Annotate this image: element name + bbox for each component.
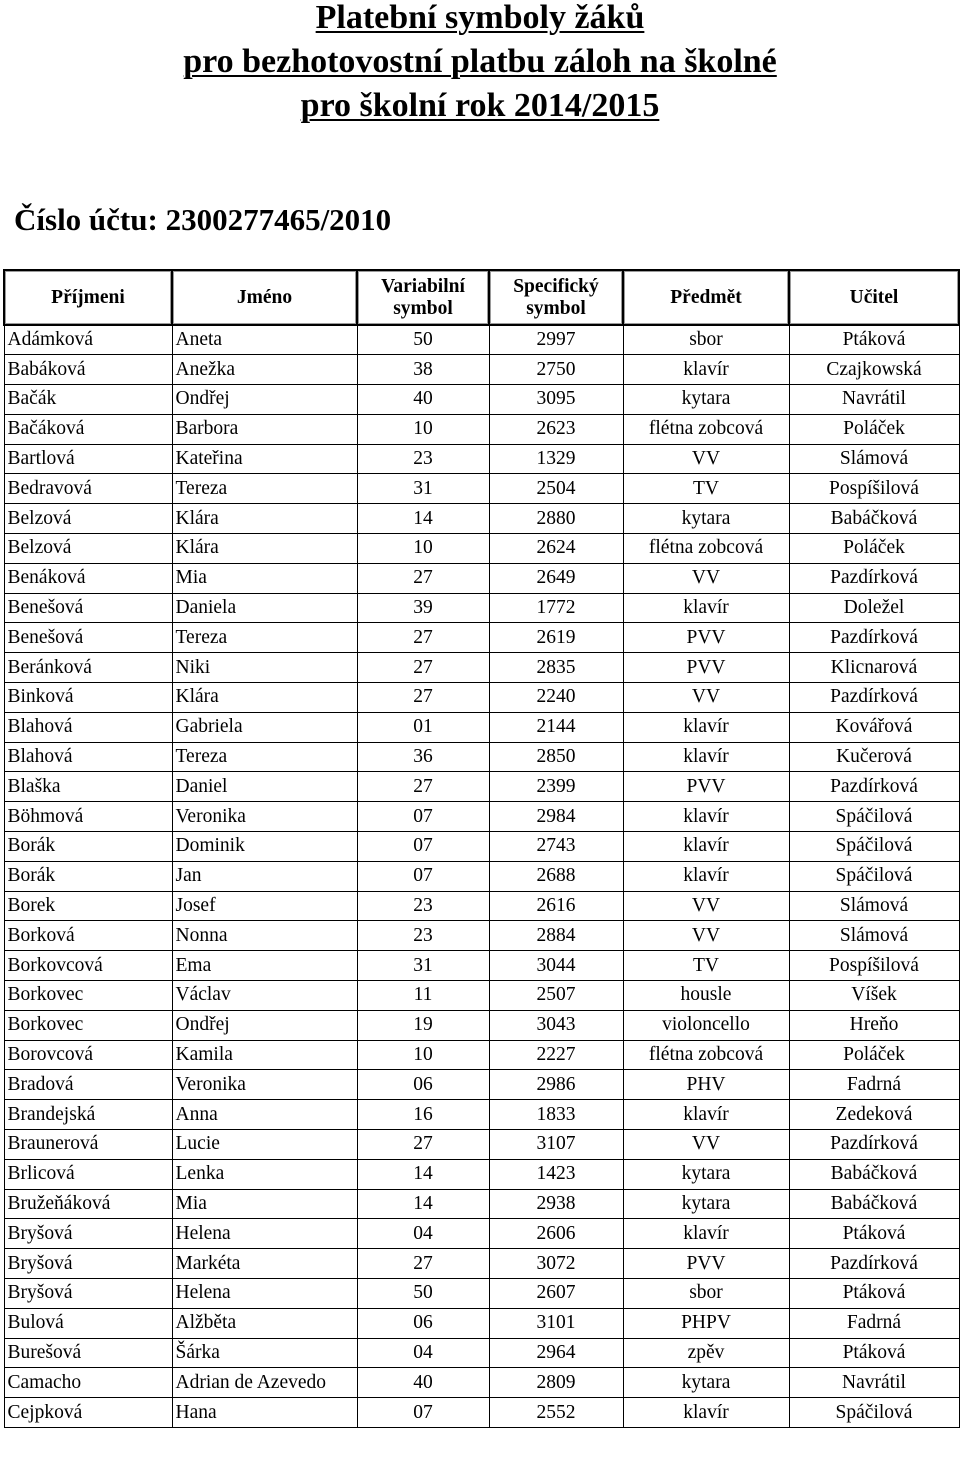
cell-subject: TV	[623, 474, 789, 504]
cell-teacher: Hreňo	[789, 1010, 959, 1040]
cell-first-name: Anna	[172, 1100, 357, 1130]
cell-surname: Borková	[4, 921, 172, 951]
cell-surname: Beránková	[4, 653, 172, 683]
cell-first-name: Veronika	[172, 1070, 357, 1100]
cell-specific-symbol: 2227	[489, 1040, 623, 1070]
table-row	[4, 742, 959, 772]
cell-specific-symbol: 2552	[489, 1398, 623, 1428]
cell-teacher: Klicnarová	[789, 653, 959, 683]
cell-first-name: Tereza	[172, 474, 357, 504]
table-row	[4, 891, 959, 921]
table-row	[4, 861, 959, 891]
header-row	[4, 270, 959, 325]
cell-variable-symbol: 10	[357, 1040, 489, 1070]
table-row	[4, 683, 959, 713]
cell-first-name: Adrian de Azevedo	[172, 1368, 357, 1398]
cell-teacher: Slámová	[789, 444, 959, 474]
table-row	[4, 1159, 959, 1189]
cell-specific-symbol: 2835	[489, 653, 623, 683]
table-row	[4, 355, 959, 385]
cell-first-name: Václav	[172, 981, 357, 1011]
cell-surname: Benešová	[4, 623, 172, 653]
cell-surname: Borkovec	[4, 981, 172, 1011]
cell-surname: Benáková	[4, 563, 172, 593]
cell-variable-symbol: 01	[357, 712, 489, 742]
cell-teacher: Babáčková	[789, 504, 959, 534]
cell-first-name: Nonna	[172, 921, 357, 951]
cell-specific-symbol: 1329	[489, 444, 623, 474]
cell-subject: PVV	[623, 623, 789, 653]
cell-subject: klavír	[623, 593, 789, 623]
cell-surname: Borkovec	[4, 1010, 172, 1040]
cell-first-name: Klára	[172, 504, 357, 534]
cell-teacher: Pazdírková	[789, 623, 959, 653]
table-row	[4, 504, 959, 534]
account-number: Číslo účtu: 2300277465/2010	[14, 202, 392, 237]
cell-variable-symbol: 39	[357, 593, 489, 623]
cell-teacher: Doležel	[789, 593, 959, 623]
cell-surname: Bačáková	[4, 414, 172, 444]
cell-teacher: Spáčilová	[789, 832, 959, 862]
cell-surname: Adámková	[4, 325, 172, 355]
cell-variable-symbol: 50	[357, 325, 489, 355]
table-row	[4, 1070, 959, 1100]
cell-surname: Braunerová	[4, 1130, 172, 1160]
table-row	[4, 385, 959, 415]
cell-first-name: Niki	[172, 653, 357, 683]
cell-specific-symbol: 2240	[489, 683, 623, 713]
cell-variable-symbol: 07	[357, 802, 489, 832]
cell-variable-symbol: 31	[357, 951, 489, 981]
table-row	[4, 951, 959, 981]
cell-subject: VV	[623, 1130, 789, 1160]
cell-variable-symbol: 23	[357, 891, 489, 921]
cell-teacher: Fadrná	[789, 1308, 959, 1338]
cell-teacher: Ptáková	[789, 1219, 959, 1249]
cell-variable-symbol: 27	[357, 563, 489, 593]
cell-first-name: Mia	[172, 563, 357, 593]
cell-variable-symbol: 16	[357, 1100, 489, 1130]
cell-surname: Bružeňáková	[4, 1189, 172, 1219]
cell-teacher: Fadrná	[789, 1070, 959, 1100]
cell-teacher: Spáčilová	[789, 1398, 959, 1428]
cell-subject: klavír	[623, 1219, 789, 1249]
cell-first-name: Alžběta	[172, 1308, 357, 1338]
cell-subject: VV	[623, 921, 789, 951]
cell-specific-symbol: 2507	[489, 981, 623, 1011]
header-first-name: Jméno	[172, 270, 357, 325]
cell-variable-symbol: 07	[357, 861, 489, 891]
cell-subject: PHV	[623, 1070, 789, 1100]
cell-surname: Borek	[4, 891, 172, 921]
cell-surname: Belzová	[4, 534, 172, 564]
cell-subject: klavír	[623, 832, 789, 862]
cell-surname: Bedravová	[4, 474, 172, 504]
cell-first-name: Jan	[172, 861, 357, 891]
cell-first-name: Kamila	[172, 1040, 357, 1070]
cell-first-name: Ondřej	[172, 1010, 357, 1040]
cell-surname: Böhmová	[4, 802, 172, 832]
cell-surname: Burešová	[4, 1338, 172, 1368]
cell-variable-symbol: 38	[357, 355, 489, 385]
table-row	[4, 1368, 959, 1398]
title-line-3: pro školní rok 2014/2015	[300, 87, 660, 124]
table-row	[4, 772, 959, 802]
table-row	[4, 1308, 959, 1338]
table-row	[4, 414, 959, 444]
header-variable-symbol: Variabilní symbol	[357, 270, 489, 325]
cell-surname: Bryšová	[4, 1249, 172, 1279]
cell-subject: klavír	[623, 861, 789, 891]
table-row	[4, 1338, 959, 1368]
cell-specific-symbol: 2964	[489, 1338, 623, 1368]
cell-subject: VV	[623, 444, 789, 474]
cell-subject: PVV	[623, 772, 789, 802]
cell-surname: Brlicová	[4, 1159, 172, 1189]
cell-surname: Benešová	[4, 593, 172, 623]
cell-surname: Bradová	[4, 1070, 172, 1100]
table-row	[4, 534, 959, 564]
cell-subject: sbor	[623, 325, 789, 355]
cell-variable-symbol: 07	[357, 1398, 489, 1428]
cell-variable-symbol: 10	[357, 534, 489, 564]
cell-first-name: Aneta	[172, 325, 357, 355]
cell-variable-symbol: 27	[357, 772, 489, 802]
table-row	[4, 1398, 959, 1428]
table-header	[4, 270, 959, 325]
cell-variable-symbol: 23	[357, 921, 489, 951]
cell-specific-symbol: 2399	[489, 772, 623, 802]
cell-subject: klavír	[623, 802, 789, 832]
cell-specific-symbol: 2997	[489, 325, 623, 355]
cell-teacher: Ptáková	[789, 1279, 959, 1309]
table-row	[4, 563, 959, 593]
cell-teacher: Babáčková	[789, 1189, 959, 1219]
cell-teacher: Pospíšilová	[789, 951, 959, 981]
cell-variable-symbol: 14	[357, 1189, 489, 1219]
table-row	[4, 1189, 959, 1219]
cell-first-name: Gabriela	[172, 712, 357, 742]
cell-teacher: Zedeková	[789, 1100, 959, 1130]
cell-subject: klavír	[623, 1100, 789, 1130]
cell-subject: klavír	[623, 1398, 789, 1428]
cell-teacher: Pazdírková	[789, 683, 959, 713]
table-row	[4, 802, 959, 832]
cell-teacher: Babáčková	[789, 1159, 959, 1189]
cell-specific-symbol: 2688	[489, 861, 623, 891]
cell-variable-symbol: 04	[357, 1219, 489, 1249]
cell-variable-symbol: 40	[357, 1368, 489, 1398]
cell-variable-symbol: 40	[357, 385, 489, 415]
cell-teacher: Kovářová	[789, 712, 959, 742]
cell-variable-symbol: 06	[357, 1308, 489, 1338]
table-row	[4, 1219, 959, 1249]
cell-subject: zpěv	[623, 1338, 789, 1368]
cell-teacher: Ptáková	[789, 325, 959, 355]
cell-variable-symbol: 14	[357, 1159, 489, 1189]
cell-specific-symbol: 1833	[489, 1100, 623, 1130]
cell-first-name: Tereza	[172, 623, 357, 653]
cell-variable-symbol: 10	[357, 414, 489, 444]
cell-teacher: Czajkowská	[789, 355, 959, 385]
table-row	[4, 1100, 959, 1130]
cell-specific-symbol: 1423	[489, 1159, 623, 1189]
cell-teacher: Poláček	[789, 534, 959, 564]
table-row	[4, 474, 959, 504]
document-title	[0, 0, 960, 128]
table-row	[4, 712, 959, 742]
cell-variable-symbol: 50	[357, 1279, 489, 1309]
cell-specific-symbol: 2624	[489, 534, 623, 564]
cell-teacher: Ptáková	[789, 1338, 959, 1368]
cell-surname: Camacho	[4, 1368, 172, 1398]
cell-surname: Bryšová	[4, 1279, 172, 1309]
cell-teacher: Pazdírková	[789, 1249, 959, 1279]
cell-first-name: Tereza	[172, 742, 357, 772]
table-row	[4, 325, 959, 355]
table-row	[4, 1249, 959, 1279]
cell-variable-symbol: 27	[357, 1249, 489, 1279]
cell-teacher: Slámová	[789, 921, 959, 951]
cell-first-name: Lenka	[172, 1159, 357, 1189]
cell-teacher: Pazdírková	[789, 772, 959, 802]
cell-specific-symbol: 2884	[489, 921, 623, 951]
cell-first-name: Helena	[172, 1279, 357, 1309]
cell-subject: sbor	[623, 1279, 789, 1309]
cell-first-name: Dominik	[172, 832, 357, 862]
cell-variable-symbol: 04	[357, 1338, 489, 1368]
cell-subject: flétna zobcová	[623, 414, 789, 444]
cell-specific-symbol: 2743	[489, 832, 623, 862]
table-row	[4, 1130, 959, 1160]
cell-surname: Borák	[4, 861, 172, 891]
cell-variable-symbol: 11	[357, 981, 489, 1011]
cell-subject: PHPV	[623, 1308, 789, 1338]
cell-surname: Babáková	[4, 355, 172, 385]
table-row	[4, 653, 959, 683]
table-row	[4, 1040, 959, 1070]
cell-surname: Bulová	[4, 1308, 172, 1338]
cell-variable-symbol: 07	[357, 832, 489, 862]
cell-subject: PVV	[623, 1249, 789, 1279]
cell-surname: Belzová	[4, 504, 172, 534]
table-row	[4, 593, 959, 623]
cell-subject: PVV	[623, 653, 789, 683]
cell-specific-symbol: 2504	[489, 474, 623, 504]
cell-specific-symbol: 2984	[489, 802, 623, 832]
cell-specific-symbol: 2750	[489, 355, 623, 385]
cell-subject: violoncello	[623, 1010, 789, 1040]
header-teacher: Učitel	[789, 270, 959, 325]
cell-surname: Bryšová	[4, 1219, 172, 1249]
cell-surname: Cejpková	[4, 1398, 172, 1428]
cell-teacher: Slámová	[789, 891, 959, 921]
cell-variable-symbol: 27	[357, 623, 489, 653]
cell-first-name: Josef	[172, 891, 357, 921]
cell-variable-symbol: 14	[357, 504, 489, 534]
cell-teacher: Pazdírková	[789, 563, 959, 593]
cell-teacher: Navrátil	[789, 385, 959, 415]
cell-specific-symbol: 2144	[489, 712, 623, 742]
cell-subject: flétna zobcová	[623, 1040, 789, 1070]
cell-variable-symbol: 23	[357, 444, 489, 474]
cell-first-name: Mia	[172, 1189, 357, 1219]
cell-first-name: Anežka	[172, 355, 357, 385]
table-row	[4, 981, 959, 1011]
cell-variable-symbol: 36	[357, 742, 489, 772]
cell-teacher: Víšek	[789, 981, 959, 1011]
cell-surname: Borkovcová	[4, 951, 172, 981]
cell-first-name: Daniel	[172, 772, 357, 802]
cell-teacher: Navrátil	[789, 1368, 959, 1398]
cell-specific-symbol: 2938	[489, 1189, 623, 1219]
cell-first-name: Markéta	[172, 1249, 357, 1279]
cell-subject: VV	[623, 683, 789, 713]
cell-specific-symbol: 1772	[489, 593, 623, 623]
cell-surname: Blahová	[4, 712, 172, 742]
table-row	[4, 623, 959, 653]
cell-surname: Bartlová	[4, 444, 172, 474]
cell-surname: Bačák	[4, 385, 172, 415]
cell-teacher: Kučerová	[789, 742, 959, 772]
cell-specific-symbol: 2606	[489, 1219, 623, 1249]
cell-subject: housle	[623, 981, 789, 1011]
cell-subject: VV	[623, 891, 789, 921]
cell-specific-symbol: 3044	[489, 951, 623, 981]
cell-variable-symbol: 27	[357, 1130, 489, 1160]
cell-first-name: Kateřina	[172, 444, 357, 474]
cell-specific-symbol: 2619	[489, 623, 623, 653]
cell-first-name: Hana	[172, 1398, 357, 1428]
cell-first-name: Barbora	[172, 414, 357, 444]
cell-surname: Binková	[4, 683, 172, 713]
cell-first-name: Helena	[172, 1219, 357, 1249]
cell-subject: VV	[623, 563, 789, 593]
table-row	[4, 921, 959, 951]
cell-surname: Borák	[4, 832, 172, 862]
cell-first-name: Veronika	[172, 802, 357, 832]
header-specific-symbol: Specifický symbol	[489, 270, 623, 325]
cell-variable-symbol: 27	[357, 653, 489, 683]
cell-subject: kytara	[623, 504, 789, 534]
cell-subject: kytara	[623, 1368, 789, 1398]
cell-first-name: Klára	[172, 534, 357, 564]
cell-teacher: Spáčilová	[789, 802, 959, 832]
cell-specific-symbol: 2986	[489, 1070, 623, 1100]
payment-symbols-table	[3, 269, 960, 1428]
cell-surname: Borovcová	[4, 1040, 172, 1070]
table-body	[4, 325, 959, 1427]
cell-specific-symbol: 2649	[489, 563, 623, 593]
title-line-2: pro bezhotovostní platbu záloh na školné	[183, 43, 777, 80]
cell-specific-symbol: 2616	[489, 891, 623, 921]
cell-specific-symbol: 3072	[489, 1249, 623, 1279]
cell-first-name: Ema	[172, 951, 357, 981]
title-line-1: Platební symboly žáků	[315, 0, 645, 36]
cell-subject: kytara	[623, 1189, 789, 1219]
cell-specific-symbol: 3101	[489, 1308, 623, 1338]
cell-surname: Brandejská	[4, 1100, 172, 1130]
cell-specific-symbol: 2850	[489, 742, 623, 772]
cell-first-name: Lucie	[172, 1130, 357, 1160]
table-row	[4, 1279, 959, 1309]
cell-subject: kytara	[623, 1159, 789, 1189]
cell-teacher: Poláček	[789, 1040, 959, 1070]
cell-subject: klavír	[623, 742, 789, 772]
cell-first-name: Šárka	[172, 1338, 357, 1368]
cell-specific-symbol: 2607	[489, 1279, 623, 1309]
cell-subject: klavír	[623, 712, 789, 742]
cell-specific-symbol: 3107	[489, 1130, 623, 1160]
cell-subject: TV	[623, 951, 789, 981]
cell-teacher: Pospíšilová	[789, 474, 959, 504]
cell-subject: kytara	[623, 385, 789, 415]
cell-variable-symbol: 19	[357, 1010, 489, 1040]
table-row	[4, 1010, 959, 1040]
cell-variable-symbol: 31	[357, 474, 489, 504]
cell-first-name: Ondřej	[172, 385, 357, 415]
cell-subject: flétna zobcová	[623, 534, 789, 564]
header-surname: Příjmeni	[4, 270, 172, 325]
cell-subject: klavír	[623, 355, 789, 385]
cell-specific-symbol: 3095	[489, 385, 623, 415]
cell-surname: Blahová	[4, 742, 172, 772]
cell-teacher: Pazdírková	[789, 1130, 959, 1160]
table-row	[4, 832, 959, 862]
cell-specific-symbol: 2880	[489, 504, 623, 534]
cell-variable-symbol: 06	[357, 1070, 489, 1100]
cell-first-name: Klára	[172, 683, 357, 713]
table-row	[4, 444, 959, 474]
cell-specific-symbol: 3043	[489, 1010, 623, 1040]
cell-surname: Blaška	[4, 772, 172, 802]
cell-specific-symbol: 2623	[489, 414, 623, 444]
cell-specific-symbol: 2809	[489, 1368, 623, 1398]
cell-first-name: Daniela	[172, 593, 357, 623]
cell-teacher: Poláček	[789, 414, 959, 444]
cell-variable-symbol: 27	[357, 683, 489, 713]
header-subject: Předmět	[623, 270, 789, 325]
cell-teacher: Spáčilová	[789, 861, 959, 891]
